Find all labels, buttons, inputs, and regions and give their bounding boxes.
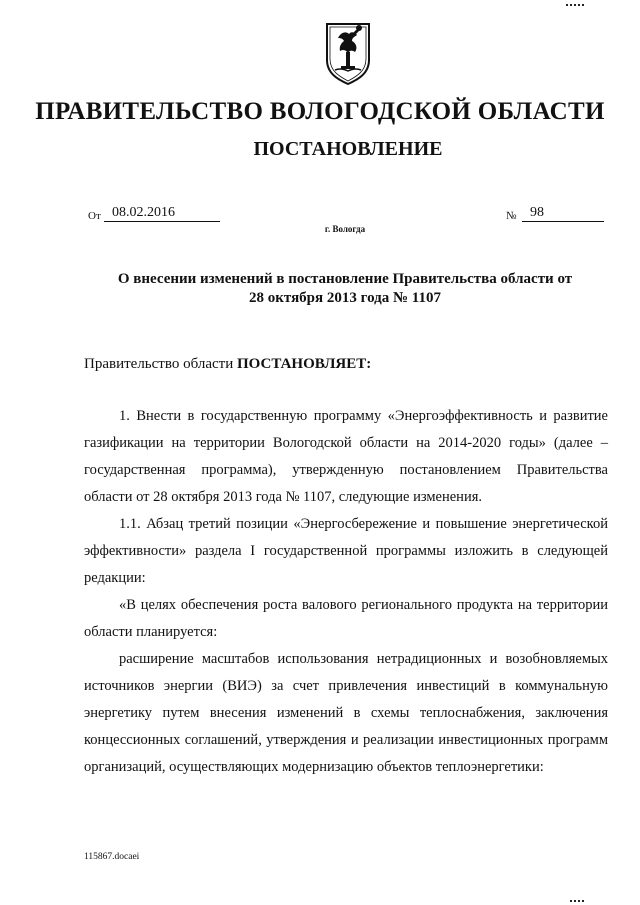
file-code: 115867.docaei — [84, 852, 140, 862]
body-paragraph: расширение масштабов использования нетрадиционных и возобновляемых источников энергии (ВИЭ) за счет привлечения инвестиций в коммунальную энергетику путем внесения изменений в схемы теплоснабжения, заключения концессионных соглашений, утверждения и реализации инвестиционных программ организаций, осуществляющих модернизацию объектов теплоэнергетики: — [84, 651, 608, 775]
document-type: ПОСТАНОВЛЕНИЕ — [253, 138, 443, 160]
city: г. Вологда — [324, 224, 366, 234]
document-subject — [100, 270, 590, 308]
body-paragraph: «В целях обеспечения роста валового регионального продукта на территории области планируется: — [84, 597, 608, 640]
date-label: От — [88, 210, 101, 222]
vologda-coat-of-arms-icon — [324, 22, 372, 86]
document-body — [84, 403, 608, 781]
subject-line-2: 28 октября 2013 года № 1107 — [249, 290, 441, 306]
scan-corner-mark-top — [566, 4, 584, 6]
resolution-statement — [84, 356, 371, 373]
resolution-prefix: Правительство области — [84, 356, 234, 372]
body-paragraph: 1. Внести в государственную программу «Энергоэффективность и развитие газификации на территории Вологодской области на 2014-2020 годы» (далее – государственная программа), утвержденную постановлением Правительства области от 28 октября 2013 года № 1107, следующие изменения. — [84, 408, 608, 505]
body-paragraph: 1.1. Абзац третий позиции «Энергосбережение и повышение энергетической эффективности» раздела I государственной программы изложить в следующей редакции: — [84, 516, 608, 586]
scan-corner-mark-bottom — [570, 900, 584, 902]
number-label: № — [506, 210, 517, 222]
subject-line-1: О внесении изменений в постановление Правительства области от — [117, 271, 573, 287]
organization-title: ПРАВИТЕЛЬСТВО ВОЛОГОДСКОЙ ОБЛАСТИ — [35, 98, 605, 125]
resolution-verb: ПОСТАНОВЛЯЕТ: — [236, 356, 372, 372]
document-date: 08.02.2016 — [104, 205, 220, 222]
document-number: 98 — [522, 205, 604, 222]
